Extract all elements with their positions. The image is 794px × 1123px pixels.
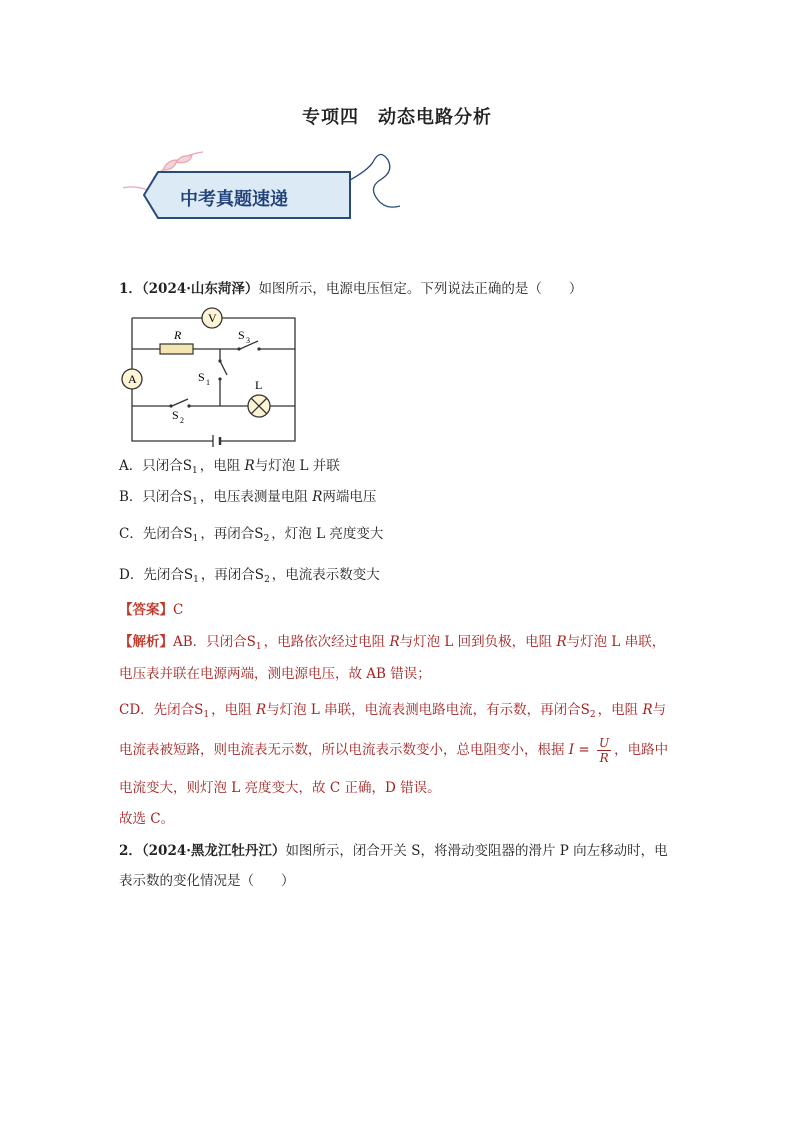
- resistor-r: [160, 344, 193, 354]
- q2-stem-line-1: 2．（2024·黑龙江牡丹江）如图所示，闭合开关 S，将滑动变阻器的滑片 P 向左移动时，电: [119, 843, 668, 859]
- analysis-line-5: 电流变大，则灯泡 L 亮度变大，故 C 正确，D 错误。: [119, 780, 441, 796]
- circuit-diagram-q1: [120, 303, 310, 453]
- q2-stem-line-2: 表示数的变化情况是（ ）: [119, 873, 295, 889]
- svg-text:L: L: [255, 378, 263, 392]
- analysis-line-2: 电压表并联在电源两端，测电源电压，故 AB 错误；: [119, 666, 431, 682]
- svg-text:V: V: [208, 311, 217, 325]
- curl-decoration-icon: [350, 154, 400, 207]
- answer: 【答案】C: [119, 602, 184, 618]
- analysis-line-4: 电流表被短路，则电流表无示数，所以电流表示数变小，总电阻变小，根据 I = $\frac{U}{R}$ ，电路中: [119, 736, 669, 765]
- svg-text:2: 2: [180, 416, 184, 425]
- svg-text:3: 3: [246, 336, 250, 345]
- option-b: B．只闭合$S_1$ ，电压表测量电阻 R两端电压: [119, 489, 377, 507]
- svg-text:A: A: [128, 372, 137, 386]
- analysis-line-3: CD．先闭合$S_1$ ，电阻 R与灯泡 L 串联，电流表测电路电流，有示数，再闭合$S_2$ ，电阻 R与: [119, 702, 667, 720]
- option-c: C．先闭合$S_1$ ，再闭合$S_2$ ，灯泡 L 亮度变大: [119, 526, 384, 544]
- option-d: D．先闭合$S_1$ ，再闭合$S_2$ ，电流表示数变大: [119, 567, 380, 585]
- svg-text:1: 1: [206, 378, 210, 387]
- svg-text:S: S: [198, 370, 205, 384]
- analysis-line-1: 【解析】AB．只闭合$S_1$ ，电路依次经过电阻 R与灯泡 L 回到负极，电阻 R与灯泡 L 串联，: [119, 634, 666, 652]
- banner-text: 中考真题速递: [180, 189, 288, 210]
- svg-text:S: S: [172, 408, 179, 422]
- analysis-line-6: 故选 C。: [119, 811, 175, 827]
- lamp-icon: [248, 395, 270, 417]
- q1-stem: 1．（2024·山东菏泽）如图所示，电源电压恒定。下列说法正确的是（ ）: [119, 281, 583, 297]
- ohms-law-fraction: $\frac{U}{R}$: [599, 736, 610, 765]
- svg-text:R: R: [174, 328, 182, 342]
- option-a: A．只闭合$S_1$ ，电阻 R与灯泡 L 并联: [119, 458, 340, 476]
- page-title: 专项四 动态电路分析: [302, 107, 492, 128]
- svg-text:S: S: [238, 328, 245, 342]
